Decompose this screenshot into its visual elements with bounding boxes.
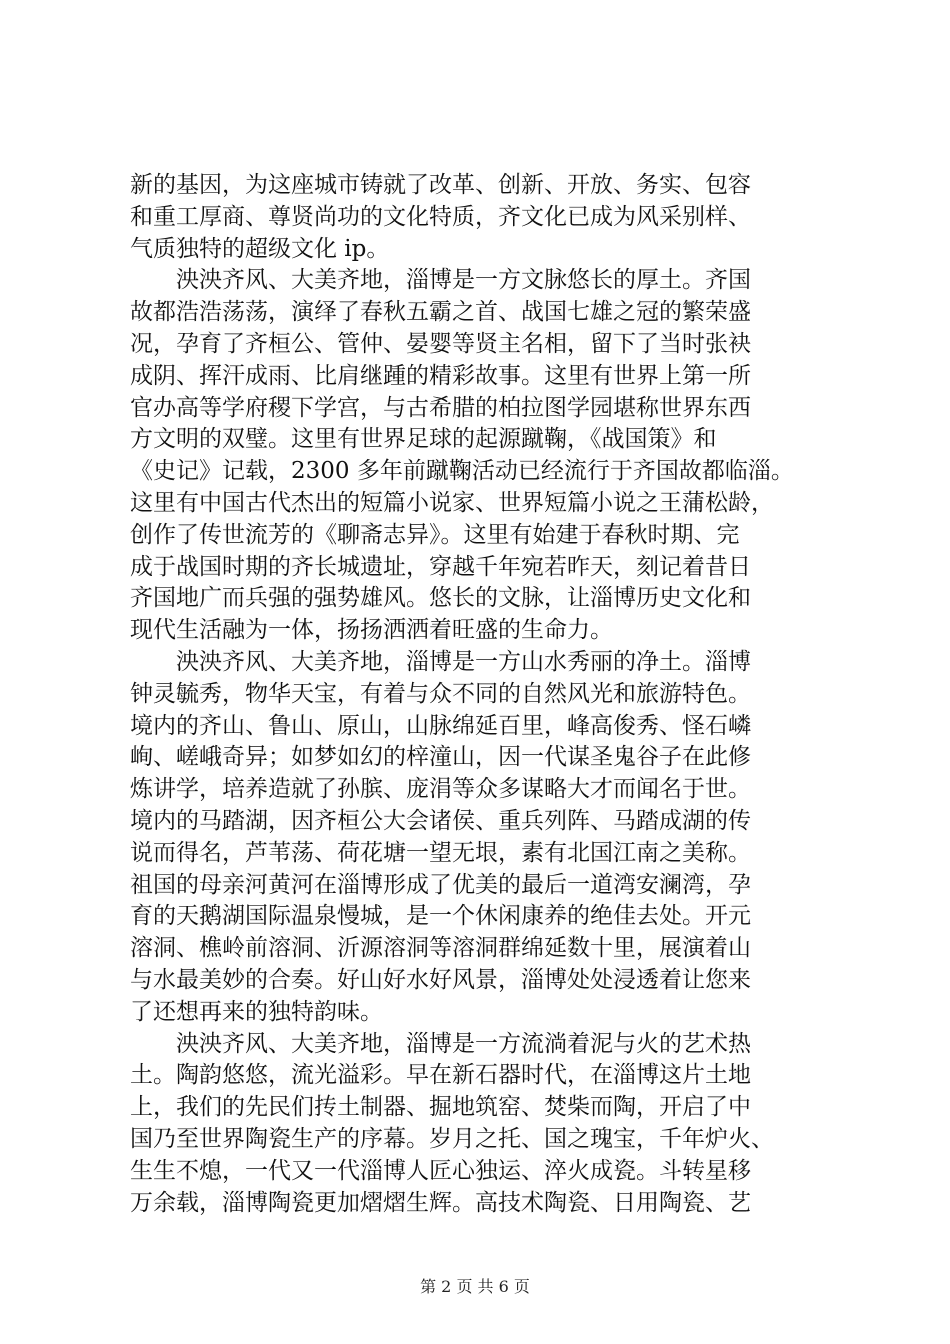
- text-line: 万余载，淄博陶瓷更加熠熠生辉。高技术陶瓷、日用陶瓷、艺: [130, 1189, 751, 1216]
- text-line: 峋、嵯峨奇异；如梦如幻的梓潼山，因一代谋圣鬼谷子在此修: [130, 744, 751, 771]
- text-line: 育的天鹅湖国际温泉慢城，是一个休闲康养的绝佳去处。开元: [130, 903, 751, 930]
- text-line: 齐国地广而兵强的强势雄风。悠长的文脉，让淄博历史文化和: [130, 585, 751, 612]
- text-line: 现代生活融为一体，扬扬洒洒着旺盛的生命力。: [130, 617, 613, 644]
- text-line: 创作了传世流芳的《聊斋志异》。这里有始建于春秋时期、完: [130, 521, 740, 548]
- text-line: 泱泱齐风、大美齐地，淄博是一方山水秀丽的净土。淄博: [130, 648, 751, 675]
- document-body: [130, 170, 830, 1219]
- text-line: 故都浩浩荡荡，演绎了春秋五霸之首、战国七雄之冠的繁荣盛: [130, 299, 751, 326]
- text-line: 说而得名，芦苇荡、荷花塘一望无垠，素有北国江南之美称。: [130, 839, 751, 866]
- text-line: 境内的齐山、鲁山、原山，山脉绵延百里，峰高俊秀、怪石嶙: [130, 712, 751, 739]
- text-line: 炼讲学，培养造就了孙膑、庞涓等众多谋略大才而闻名于世。: [130, 776, 751, 803]
- text-line: 官办高等学府稷下学宫，与古希腊的柏拉图学园堪称世界东西: [130, 394, 751, 421]
- text-line: 钟灵毓秀，物华天宝，有着与众不同的自然风光和旅游特色。: [130, 680, 751, 707]
- text-line: 了还想再来的独特韵味。: [130, 998, 383, 1025]
- text-line: 溶洞、樵岭前溶洞、沂源溶洞等溶洞群绵延数十里，展演着山: [130, 935, 751, 962]
- text-line: 国乃至世界陶瓷生产的序幕。岁月之托、国之瑰宝，千年炉火、: [130, 1125, 774, 1152]
- text-line: 与水最美妙的合奏。好山好水好风景，淄博处处浸透着让您来: [130, 966, 751, 993]
- text-line: 新的基因，为这座城市铸就了改革、创新、开放、务实、包容: [130, 172, 751, 198]
- text-line: 泱泱齐风、大美齐地，淄博是一方文脉悠长的厚土。齐国: [130, 267, 751, 294]
- text-line: 这里有中国古代杰出的短篇小说家、世界短篇小说之王蒲松龄，: [130, 489, 774, 516]
- text-line: 土。陶韵悠悠，流光溢彩。早在新石器时代，在淄博这片土地: [130, 1062, 751, 1089]
- text-line: 况，孕育了齐桓公、管仲、晏婴等贤主名相，留下了当时张袂: [130, 330, 751, 357]
- text-line: 和重工厚商、尊贤尚功的文化特质，齐文化已成为风采别样、: [130, 203, 751, 230]
- text-line: 境内的马踏湖，因齐桓公大会诸侯、重兵列阵、马踏成湖的传: [130, 807, 751, 834]
- text-line: 祖国的母亲河黄河在淄博形成了优美的最后一道湾安澜湾，孕: [130, 871, 751, 898]
- text-line: 《史记》记载，2300 多年前蹴鞠活动已经流行于齐国故都临淄。: [130, 458, 794, 485]
- text-line: 上，我们的先民们抟土制器、掘地筑窑、焚柴而陶，开启了中: [130, 1094, 751, 1121]
- text-line: 方文明的双璧。这里有世界足球的起源蹴鞠，《战国策》和: [130, 426, 717, 453]
- text-line: 泱泱齐风、大美齐地，淄博是一方流淌着泥与火的艺术热: [130, 1030, 751, 1057]
- text-line: 气质独特的超级文化 ip。: [130, 235, 390, 262]
- text-line: 成于战国时期的齐长城遗址，穿越千年宛若昨天，刻记着昔日: [130, 553, 751, 580]
- text-line: 生生不熄，一代又一代淄博人匠心独运、淬火成瓷。斗转星移: [130, 1157, 751, 1184]
- text-line: 成阴、挥汗成雨、比肩继踵的精彩故事。这里有世界上第一所: [130, 362, 751, 389]
- page-number-footer: 第 2 页 共 6 页: [420, 1277, 530, 1296]
